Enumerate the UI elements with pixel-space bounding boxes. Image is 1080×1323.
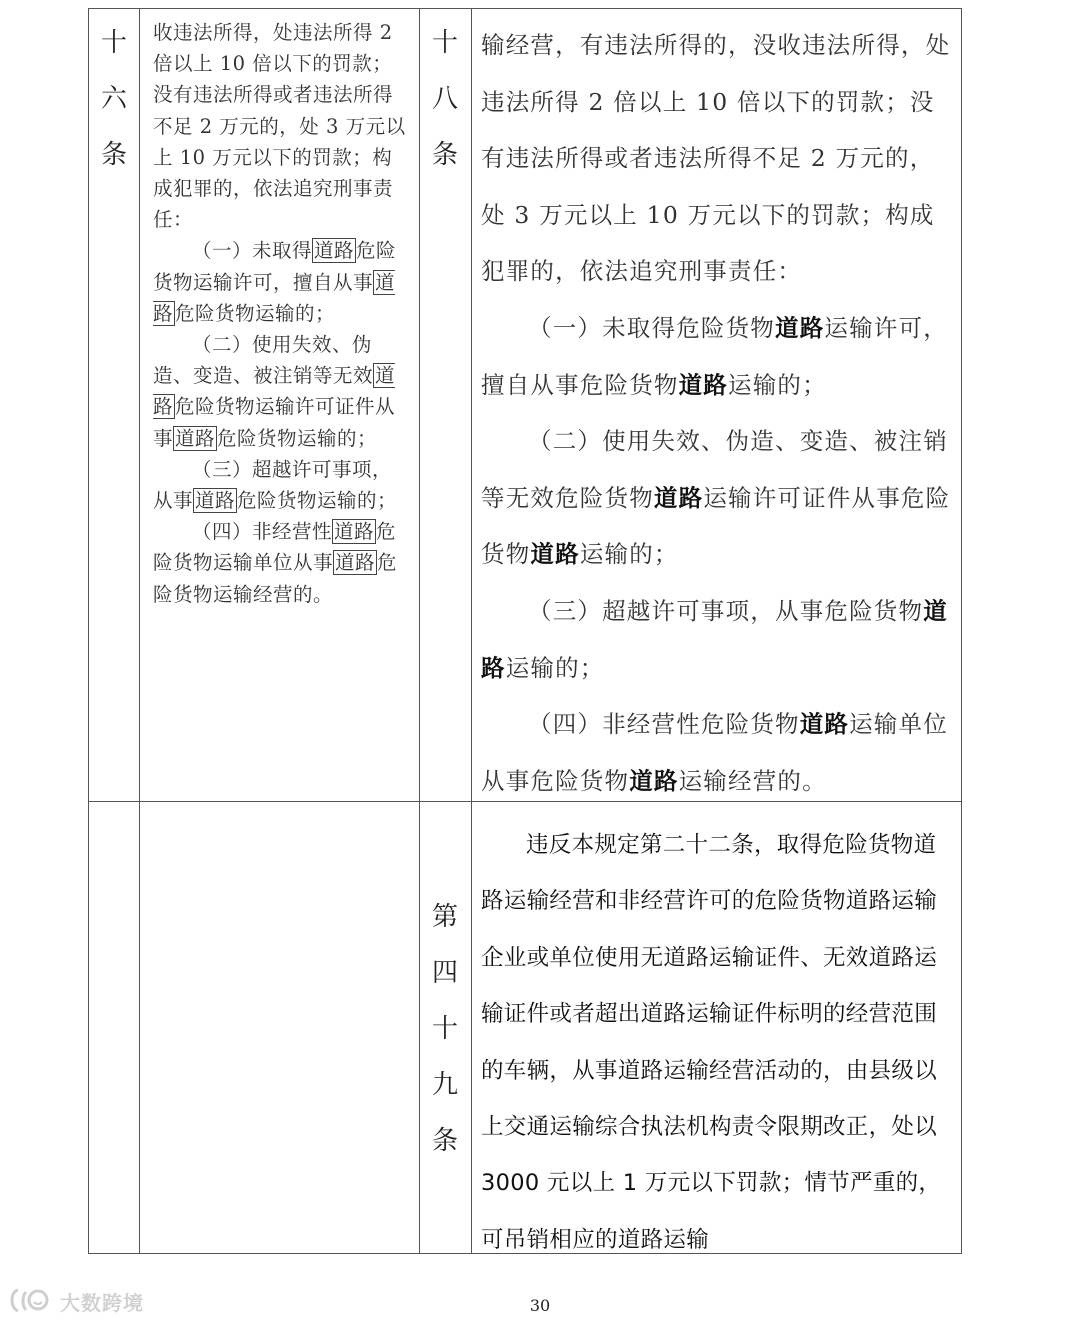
- old-article-text: [153, 17, 411, 610]
- watermark-text: 大数跨境: [60, 1290, 144, 1315]
- old-item-2: （二）使用失效、伪造、变造、被注销等无效 道路 危险货物运输许可证件从事 道路 危险货物运输的；: [153, 333, 396, 450]
- new-article-number: 十 八 条: [431, 28, 458, 170]
- old-paragraph: 收违法所得，处违法所得 2 倍以上 10 倍以下的罚款；没有违法所得或者违法所得不足 2 万元的，处 3 万元以上 10 万元以下的罚款；构成犯罪的，依法追究刑事责任：: [153, 21, 406, 232]
- highlight-box: 道路: [175, 426, 216, 450]
- new-article-number-49: 第 四 十 九 条: [431, 902, 458, 1156]
- comparison-table: [88, 8, 962, 1254]
- old-item-3: （三）超越许可事项，从事 道路 危险货物运输的；: [153, 457, 398, 513]
- highlight-box: 道路: [195, 489, 236, 513]
- new-item-4: （四）非经营性危险货物道路运输单位从事危险货物道路运输经营的。: [481, 710, 948, 795]
- highlight-box: 道路: [153, 270, 396, 325]
- column-divider: [471, 9, 472, 1253]
- highlight-box: 道路: [334, 520, 375, 544]
- highlight-box: 道路: [153, 364, 396, 419]
- old-item-1: （一）未取得 道路 危险货物运输许可，擅自从事 道路 危险货物运输的；: [153, 239, 397, 325]
- new-item-3: （三）超越许可事项，从事危险货物道路运输的；: [481, 596, 948, 682]
- new-item-2: （二）使用失效、伪造、变造、被注销等无效危险货物道路运输许可证件从事危险货物道路运输的；: [481, 427, 951, 569]
- highlight-box: 道路: [335, 551, 376, 575]
- highlight-box: 道路: [314, 239, 355, 263]
- column-divider: [139, 9, 140, 1253]
- old-item-4: （四）非经营性 道路 危险货物运输单位从事 道路 危险货物运输经营的。: [153, 520, 398, 606]
- page-number: 30: [529, 1296, 551, 1315]
- new-article-text: [481, 17, 953, 809]
- new-item-1: （一）未取得危险货物道路运输许可，擅自从事危险货物道路运输的；: [481, 313, 948, 399]
- new-article-49-text: 违反本规定第二十二条，取得危险货物道路运输经营和非经营许可的危险货物道路运输企业或单位使用无道路运输证件、无效道路运输证件或者超出道路运输证件标明的经营范围的车辆，从事道路运输经营活动的，由县级以上交通运输综合执法机构责令限期改正，处以 3000 元以上 1 万元以下罚款；情节严重的，可吊销相应的道路运输: [481, 832, 942, 1253]
- old-article-number: 十 六 条: [100, 28, 127, 170]
- new-paragraph: 输经营，有违法所得的，没收违法所得，处违法所得 2 倍以上 10 倍以下的罚款；没有违法所得或者违法所得不足 2 万元的，处 3 万元以上 10 万元以下的罚款；构成犯罪的，依法追究刑事责任：: [481, 31, 951, 286]
